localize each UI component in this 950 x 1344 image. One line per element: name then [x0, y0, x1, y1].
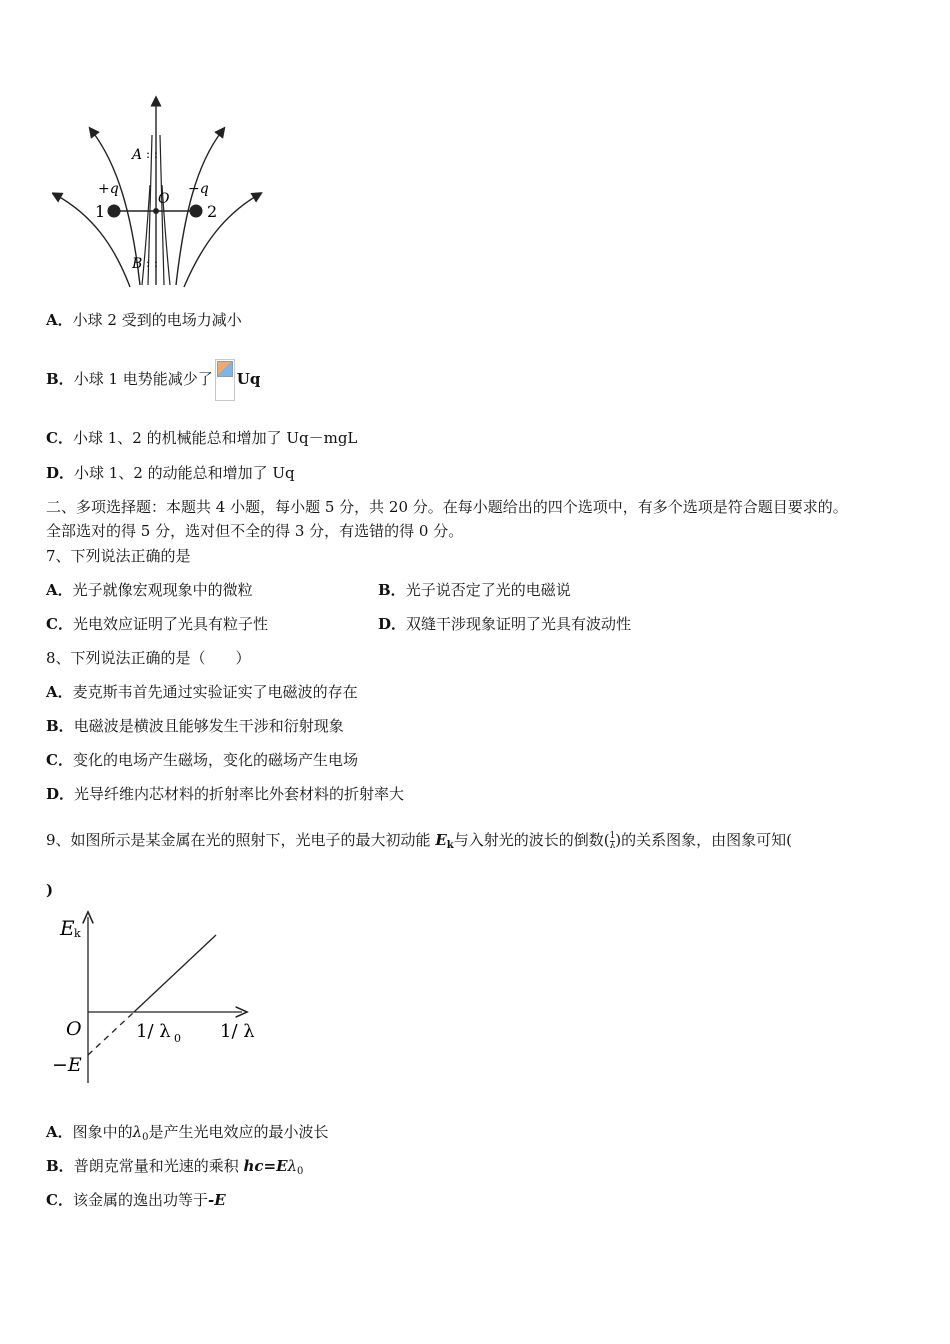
q8-stem: 8、下列说法正确的是（ ）	[46, 649, 251, 667]
graph-y-label-sub: k	[74, 927, 81, 940]
label-o: O	[158, 191, 170, 207]
label-ball-2: 2	[207, 202, 218, 221]
q9-stem-close: )	[46, 881, 54, 899]
dots-b: : :	[146, 256, 158, 270]
label-ball-1: 1	[95, 202, 106, 221]
graph-y-intercept: −E	[52, 1054, 82, 1076]
label-plus-q: +q	[98, 181, 119, 197]
q7-option-b: B．光子说否定了光的电磁说	[378, 581, 571, 599]
label-a: A	[132, 147, 143, 163]
q8-option-b: B．电磁波是横波且能够发生干涉和衍射现象	[46, 717, 344, 735]
q8-option-a: A．麦克斯韦首先通过实验证实了电磁波的存在	[46, 683, 358, 701]
section2-heading-line1: 二、多项选择题：本题共 4 小题，每小题 5 分，共 20 分。在每小题给出的四个选项中，有多个选项是符合题目要求的。	[46, 498, 848, 516]
ball-2	[190, 205, 203, 218]
graph-origin: O	[66, 1018, 82, 1040]
q9-option-a: A．图象中的$\lambda_0$是产生光电效应的最小波长	[46, 1123, 329, 1143]
q6-option-c: C．小球 1、2 的机械能总和增加了 Uq－mgL	[46, 429, 358, 447]
q9-option-b: B．普朗克常量和光速的乘积 $hc=E\lambda_0$	[46, 1157, 304, 1177]
q7-option-c: C．光电效应证明了光具有粒子性	[46, 615, 268, 633]
field-lines-figure	[52, 95, 267, 290]
label-b: B	[132, 256, 143, 272]
q6-option-a: A．小球 2 受到的电场力减小	[46, 311, 242, 329]
graph-y-label: E	[60, 916, 75, 940]
pivot-o	[153, 208, 159, 214]
q6-option-d: D．小球 1、2 的动能总和增加了 Uq	[46, 464, 295, 482]
broken-image-icon	[215, 359, 235, 401]
dots-a: : :	[146, 147, 158, 161]
section2-heading-line2: 全部选对的得 5 分，选对但不全的得 3 分，有选错的得 0 分。	[46, 522, 464, 540]
q7-stem: 7、下列说法正确的是	[46, 547, 191, 565]
fraction-one-over-lambda: $\frac{1}{\lambda}$	[609, 830, 616, 851]
ek-line	[134, 935, 216, 1012]
ek-line-extension	[88, 1012, 134, 1055]
q7-option-d: D．双缝干涉现象证明了光具有波动性	[378, 615, 632, 633]
q9-stem: 9、如图所示是某金属在光的照射下，光电子的最大初动能 $E_k$与入射光的波长的倒数( $\frac{1}{\lambda}$ )的关系图象，由图象可知(	[46, 830, 793, 851]
graph-x-label: 1/ λ	[220, 1021, 255, 1042]
q7-option-a: A．光子就像宏观现象中的微粒	[46, 581, 253, 599]
q8-option-c: C．变化的电场产生磁场，变化的磁场产生电场	[46, 751, 358, 769]
ball-1	[108, 205, 121, 218]
q6-option-b: B．小球 1 电势能减少了 Uq	[46, 358, 260, 401]
q9-option-c: C．该金属的逸出功等于-E	[46, 1191, 226, 1209]
graph-x-intercept-sub: 0	[174, 1032, 181, 1045]
ek-graph	[46, 905, 276, 1090]
graph-x-intercept: 1/ λ	[136, 1021, 171, 1042]
q8-option-d: D．光导纤维内芯材料的折射率比外套材料的折射率大	[46, 785, 405, 803]
label-minus-q: −q	[188, 181, 209, 197]
